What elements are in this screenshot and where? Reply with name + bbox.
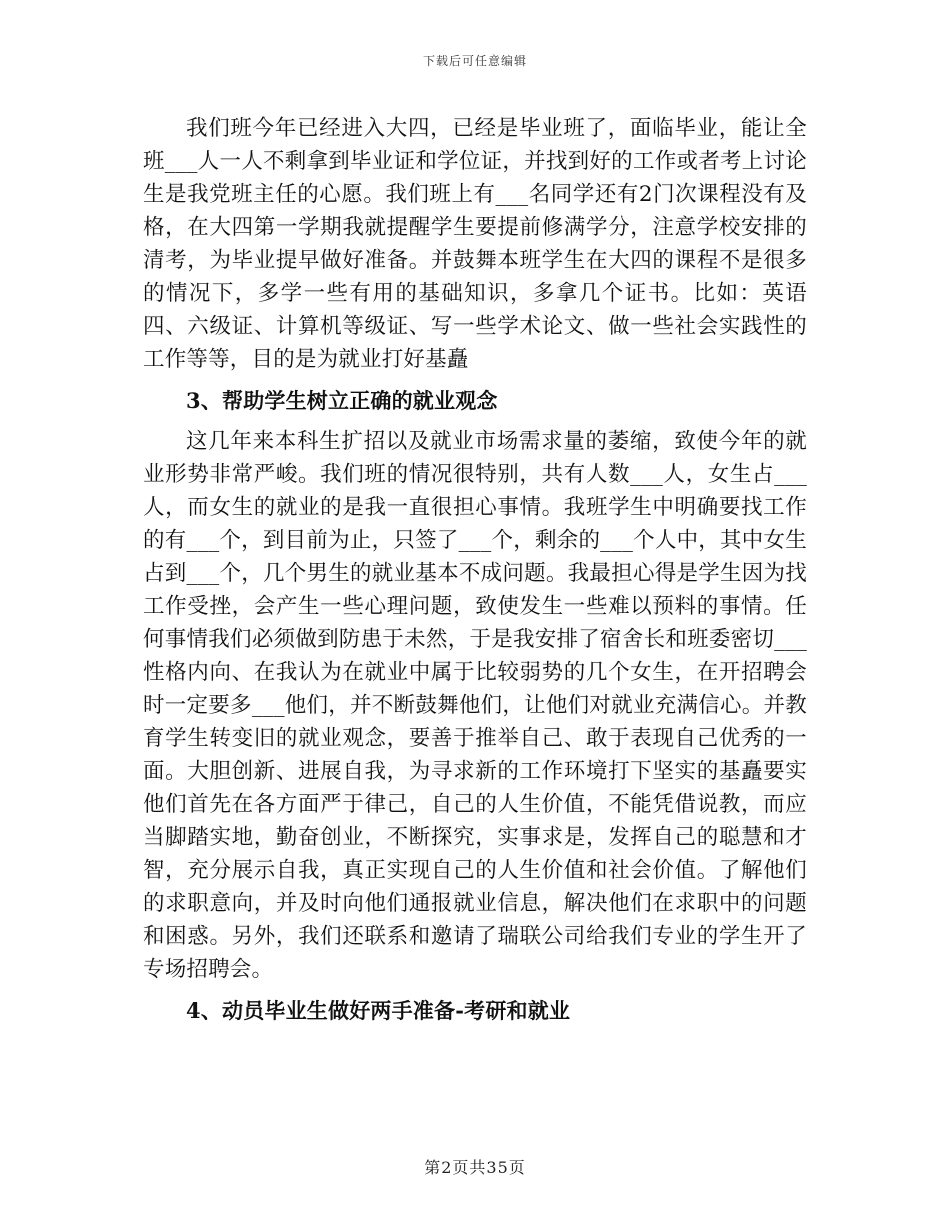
page-number-footer: 第2页共35页 (424, 1158, 526, 1177)
paragraph-employment-concept: 这几年来本科生扩招以及就业市场需求量的萎缩，致使今年的就业形势非常严峻。我们班的情况很特别，共有人数___人，女生占___人，而女生的就业的是我一直很担心事情。我班学生中明确要找工作的有___个，到目前为止，只签了___个，剩余的___个人中，其中女生占到___个，几个男生的就业基本不成问题。我最担心得是学生因为找工作受挫，会产生一些心理问题，致使发生一些难以预料的事情。任何事情我们必须做到防患于未然，于是我安排了宿舍长和班委密切___性格内向、在我认为在就业中属于比较弱势的几个女生，在开招聘会时一定要多___他们，并不断鼓舞他们，让他们对就业充满信心。并教育学生转变旧的就业观念，要善于推举自己、敢于表现自己优秀的一面。大胆创新、进展自我，为寻求新的工作环境打下坚实的基矗要实他们首先在各方面严于律己，自己的人生价值，不能凭借说教，而应当脚踏实地，勤奋创业，不断探究，实事求是，发挥自己的聪慧和才智，充分展示自我，真正实现自己的人生价值和社会价值。了解他们的求职意向，并及时向他们通报就业信息，解决他们在求职中的问题和困惑。另外，我们还联系和邀请了瑞联公司给我们专业的学生开了专场招聘会。 (143, 429, 807, 982)
section-heading-3: 3、帮助学生树立正确的就业观念 (186, 388, 498, 413)
paragraph-graduation-preparation: 我们班今年已经进入大四，已经是毕业班了，面临毕业，能让全班___人一人不剩拿到毕业证和学位证，并找到好的工作或者考上讨论生是我党班主任的心愿。我们班上有___名同学还有2门次课程没有及格，在大四第一学期我就提醒学生要提前修满学分，注意学校安排的清考，为毕业提早做好准备。并鼓舞本班学生在大四的课程不是很多的情况下，多学一些有用的基础知识，多拿几个证书。比如：英语四、六级证、计算机等级证、写一些学术论文、做一些社会实践性的工作等等，目的是为就业打好基矗 (143, 116, 807, 372)
section-heading-4: 4、动员毕业生做好两手准备-考研和就业 (186, 998, 571, 1023)
document-body (143, 112, 807, 1027)
header-edit-note: 下载后可任意编辑 (422, 54, 527, 68)
